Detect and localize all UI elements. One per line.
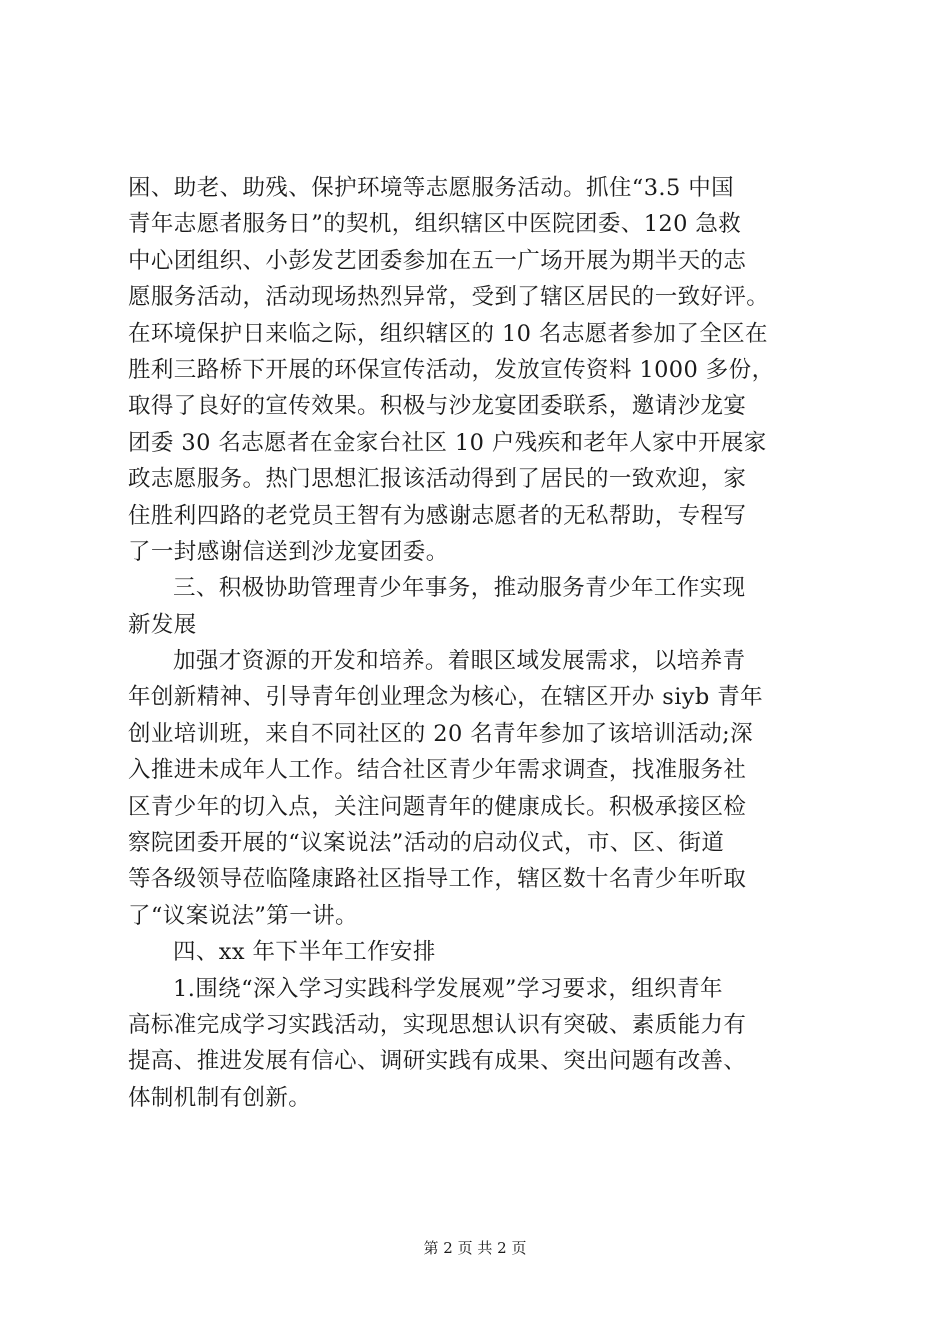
section-heading: 三、积极协助管理青少年事务，推动服务青少年工作实现: [173, 575, 746, 602]
body-line: 区青少年的切入点，关注问题青年的健康成长。积极承接区检: [128, 793, 747, 820]
body-line: 团委 30 名志愿者在金家台社区 10 户残疾和老年人家中开展家: [128, 429, 767, 456]
body-line: 等各级领导莅临隆康路社区指导工作，辖区数十名青少年听取: [128, 866, 747, 893]
body-line: 中心团组织、小彭发艺团委参加在五一广场开展为期半天的志: [128, 247, 747, 274]
body-line: 1.围绕“深入学习实践科学发展观”学习要求，组织青年: [173, 975, 723, 1002]
page-footer: [0, 1238, 950, 1258]
body-line: 胜利三路桥下开展的环保宣传活动，发放宣传资料 1000 多份，: [128, 356, 775, 383]
body-line: 创业培训班，来自不同社区的 20 名青年参加了该培训活动;深: [128, 720, 754, 747]
body-line: 提高、推进发展有信心、调研实践有成果、突出问题有改善、: [128, 1048, 747, 1075]
body-line: 取得了良好的宣传效果。积极与沙龙宴团委联系，邀请沙龙宴: [128, 393, 747, 420]
body-line: 了一封感谢信送到沙龙宴团委。: [128, 538, 449, 565]
body-line: 政志愿服务。热门思想汇报该活动得到了居民的一致欢迎，家: [128, 466, 747, 493]
body-line: 在环境保护日来临之际，组织辖区的 10 名志愿者参加了全区在: [128, 320, 768, 347]
body-line: 年创新精神、引导青年创业理念为核心，在辖区开办 siyb 青年: [128, 684, 764, 711]
section-heading: 四、xx 年下半年工作安排: [173, 939, 436, 966]
body-line: 加强才资源的开发和培养。着眼区域发展需求，以培养青: [173, 648, 746, 675]
body-line: 体制机制有创新。: [128, 1084, 312, 1111]
body-line: 住胜利四路的老党员王智有为感谢志愿者的无私帮助，专程写: [128, 502, 747, 529]
page-number-label: 第 2 页 共 2 页: [423, 1239, 527, 1257]
document-body: [128, 170, 828, 1116]
body-line: 察院团委开展的“议案说法”活动的启动仪式，市、区、街道: [128, 830, 725, 857]
section-heading-continuation: 新发展: [128, 611, 197, 638]
body-line: 困、助老、助残、保护环境等志愿服务活动。抓住“3.5 中国: [128, 175, 735, 201]
body-line: 高标准完成学习实践活动，实现思想认识有突破、素质能力有: [128, 1011, 747, 1038]
body-line: 愿服务活动，活动现场热烈异常，受到了辖区居民的一致好评。: [128, 284, 770, 311]
body-line: 青年志愿者服务日”的契机，组织辖区中医院团委、120 急救: [128, 211, 742, 238]
body-line: 入推进未成年人工作。结合社区青少年需求调查，找准服务社: [128, 757, 747, 784]
body-line: 了“议案说法”第一讲。: [128, 902, 358, 929]
